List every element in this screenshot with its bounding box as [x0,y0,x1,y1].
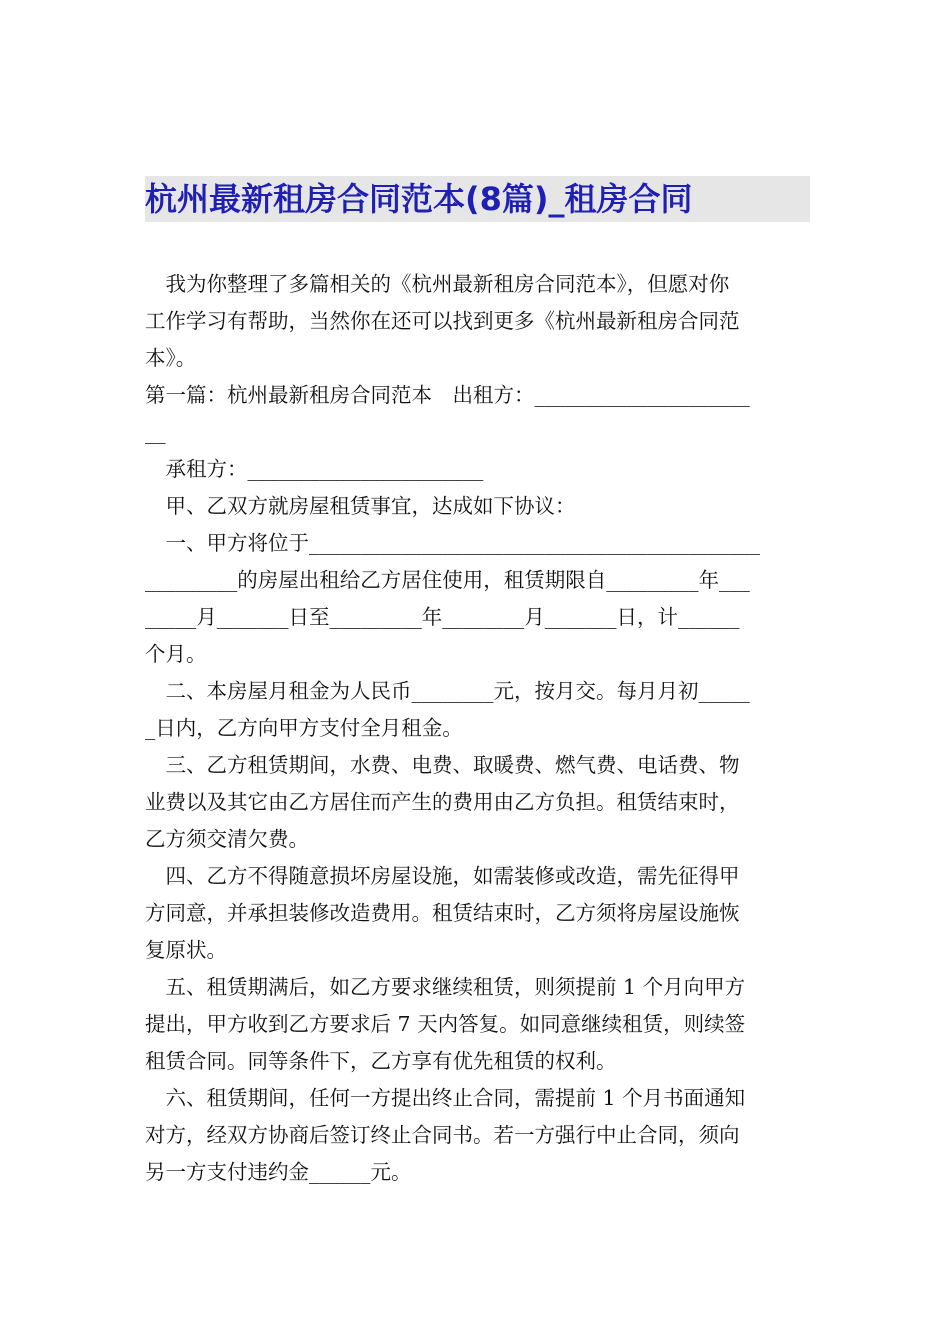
body-line: 对方，经双方协商后签订终止合同书。若一方强行中止合同，须向 [145,1123,740,1147]
body-line: 第一篇：杭州最新租房合同范本 出租方：_____________________ [145,383,750,407]
body-line: 租赁合同。同等条件下，乙方享有优先租赁的权利。 [145,1049,617,1073]
body-line: 二、本房屋月租金为人民币________元，按月交。每月月初_____ [145,679,750,703]
body-line: 方同意，并承担装修改造费用。租赁结束时，乙方须将房屋设施恢 [145,901,740,925]
body-line: 业费以及其它由乙方居住而产生的费用由乙方负担。租赁结束时， [145,790,740,814]
body-line: 三、乙方租赁期间，水费、电费、取暖费、燃气费、电话费、物 [145,753,740,777]
body-line: 承租方：_______________________ [145,457,484,481]
document-body [145,266,805,1191]
body-line: 复原状。 [145,938,227,962]
body-line: 我为你整理了多篇相关的《杭州最新租房合同范本》，但愿对你 [145,272,730,296]
body-line: 工作学习有帮助，当然你在还可以找到更多《杭州最新租房合同范 [145,309,740,333]
body-line: 甲、乙双方就房屋租赁事宜，达成如下协议： [145,494,576,518]
body-line: 四、乙方不得随意损坏房屋设施，如需装修或改造，需先征得甲 [145,864,740,888]
body-line: _____月_______日至_________年________月_______日，计______ [145,605,740,629]
body-line: 另一方支付违约金______元。 [145,1160,412,1184]
body-line: 本》。 [145,346,197,370]
body-line: 一、甲方将位于____________________________________________ [145,531,760,555]
body-line: 五、租赁期满后，如乙方要求继续租赁，则须提前 1 个月向甲方 [145,975,746,999]
body-line: 六、租赁期间，任何一方提出终止合同，需提前 1 个月书面通知 [145,1086,746,1110]
body-line: _________的房屋出租给乙方居住使用，租赁期限自_________年___ [145,568,750,592]
body-line: _日内，乙方向甲方支付全月租金。 [145,716,463,740]
body-line: 乙方须交清欠费。 [145,827,309,851]
body-line: 提出，甲方收到乙方要求后 7 天内答复。如同意继续租赁，则续签 [145,1012,746,1036]
document-title: 杭州最新租房合同范本(8篇)_租房合同 [145,176,810,222]
body-line: 个月。 [145,642,207,666]
body-line: __ [145,420,166,444]
